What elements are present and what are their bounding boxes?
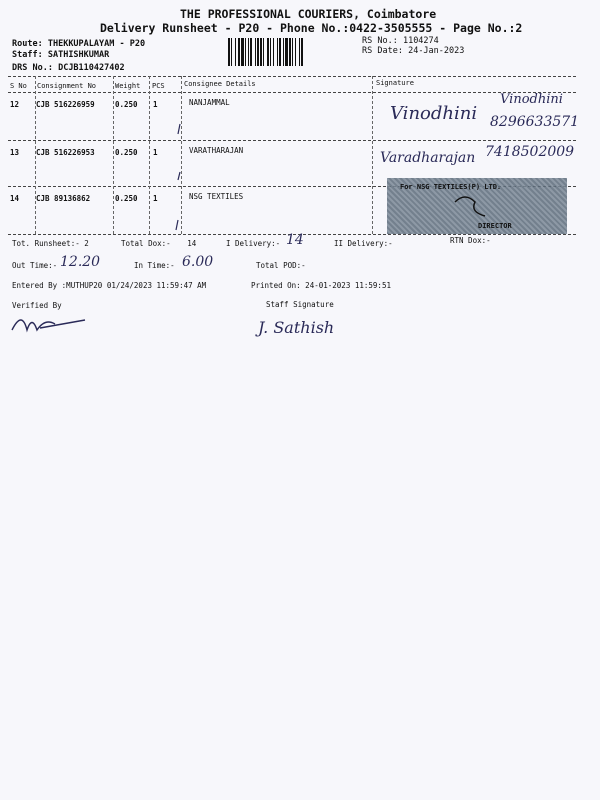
row-pcs: 1 xyxy=(153,148,158,157)
tot-runsheet: Tot. Runsheet:- 2 xyxy=(12,239,89,248)
row-signature-phone: 7418502009 xyxy=(485,144,575,160)
rs-date-value: 24-Jan-2023 xyxy=(408,46,465,56)
row-pcs: 1 xyxy=(153,100,158,109)
printed-on: Printed On: 24-01-2023 11:59:51 xyxy=(251,281,391,290)
total-dox-label: Total Dox:- xyxy=(121,239,171,248)
total-pod: Total POD:- xyxy=(256,261,306,270)
row-weight: 0.250 xyxy=(115,148,138,157)
rtn-dox: RTN Dox:- xyxy=(450,236,491,245)
out-time-label: Out Time:- xyxy=(12,261,58,270)
row-consignee: NANJAMMAL xyxy=(189,98,230,107)
ii-delivery: II Delivery:- xyxy=(334,239,393,248)
staff-signature-label: Staff Signature xyxy=(266,300,334,309)
staff-signature: J. Sathish xyxy=(258,318,335,337)
route-value: THEKKUPALAYAM - P20 xyxy=(47,39,146,49)
row-signature-name: Varadharajan xyxy=(380,150,476,166)
row-consignment: CJB 89136862 xyxy=(36,194,91,203)
row-signature: Vinodhini xyxy=(390,103,478,124)
rs-no-label: RS No.: xyxy=(362,36,398,46)
verified-by: Verified By xyxy=(12,301,62,310)
stamp-director-text: DIRECTOR xyxy=(478,222,512,230)
row-sno: 12 xyxy=(10,100,20,109)
staff-value: SATHISHKUMAR xyxy=(47,50,110,60)
in-time-label: In Time:- xyxy=(134,261,175,270)
col-header-pcs: PCS xyxy=(152,82,165,90)
stamp-company-text: For NSG TEXTILES(P) LTD. xyxy=(400,183,502,191)
i-delivery-label: I Delivery:- xyxy=(226,239,281,248)
row-consignee: VARATHARAJAN xyxy=(189,146,244,155)
row-weight: 0.250 xyxy=(115,194,138,203)
row-signature-phone: 8296633571 xyxy=(490,114,580,130)
col-header-signature: Signature xyxy=(376,79,414,87)
col-header-sno: S No xyxy=(10,82,27,90)
row-weight: 0.250 xyxy=(115,100,138,109)
doc-title: THE PROFESSIONAL COURIERS, Coimbatore xyxy=(180,7,437,21)
row-consignment: CJB 516226959 xyxy=(36,100,95,109)
row-sno: 14 xyxy=(10,194,20,203)
drs-label: DRS No.: xyxy=(12,63,53,73)
staff-label: Staff: xyxy=(12,50,43,60)
total-dox-value: 14 xyxy=(187,239,197,248)
route-label: Route: xyxy=(12,39,43,49)
row-pcs: 1 xyxy=(153,194,158,203)
rs-no-value: 1104274 xyxy=(402,36,439,46)
row-signature-name: Vinodhini xyxy=(500,92,563,107)
rs-date-label: RS Date: xyxy=(362,46,403,56)
doc-subtitle: Delivery Runsheet - P20 - Phone No.:0422-3505555 - Page No.:2 xyxy=(100,21,523,35)
total-dox xyxy=(121,239,196,248)
entered-by: Entered By :MUTHUP20 01/24/2023 11:59:47 AM xyxy=(12,281,207,290)
in-time-value: 6.00 xyxy=(182,254,214,270)
col-header-consignee: Consignee Details xyxy=(184,80,256,88)
row-sno: 13 xyxy=(10,148,20,157)
row-consignment: CJB 516226953 xyxy=(36,148,95,157)
col-header-consignment: Consignment No xyxy=(37,82,97,90)
row-consignee: NSG TEXTILES xyxy=(189,192,244,201)
drs-value: DCJB110427402 xyxy=(58,63,125,73)
col-header-weight: Weight xyxy=(115,82,141,90)
i-delivery-value: 14 xyxy=(286,232,304,248)
out-time-value: 12.20 xyxy=(60,254,101,270)
